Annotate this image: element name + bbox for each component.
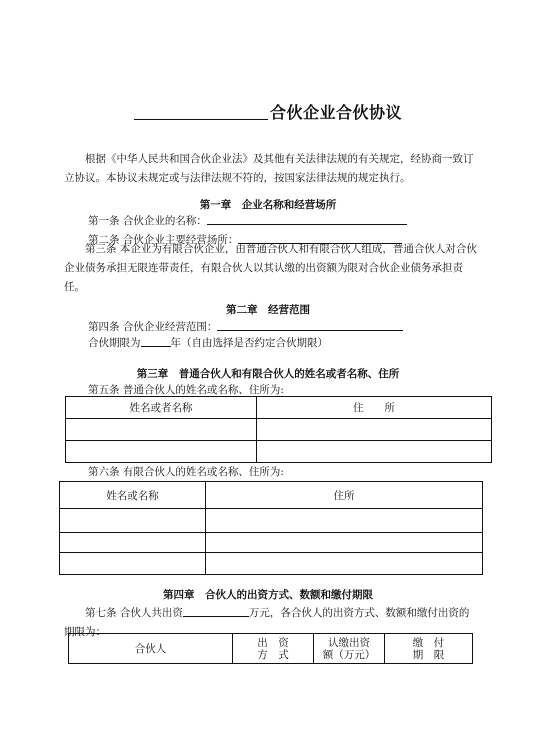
article-1-blank: [207, 213, 407, 225]
article-7-blank: [183, 605, 249, 617]
title-text: 合伙企业合伙协议: [269, 103, 402, 122]
table-cell: [206, 509, 483, 533]
header-method: [233, 634, 314, 664]
contribution-table: [68, 633, 473, 664]
table-cell: [206, 533, 483, 553]
table-cell: [60, 509, 206, 533]
intro-paragraph: 根据《中华人民共和国合伙企业法》及其他有关法律法规的有关规定，经协商一致订立协议。本协议未规定或与法律法规不符的，按国家法律法规的规定执行。: [64, 153, 474, 184]
table-cell: [60, 553, 206, 575]
chapter-2-heading: 第二章 经营范围: [226, 304, 310, 316]
partnership-term: [88, 335, 328, 350]
limited-partners-table: [59, 481, 483, 575]
header-address: 住所: [206, 482, 483, 509]
chapter-4-heading: 第四章 合伙人的出资方式、数额和缴付期限: [163, 589, 373, 601]
article-4: [88, 319, 403, 334]
article-4-label: 第四条 合伙企业经营范围：: [88, 321, 218, 333]
table-cell: [206, 553, 483, 575]
table-row: [66, 419, 492, 441]
term-blank: [141, 335, 171, 347]
term-suffix: 年（自由选择是否约定合伙期限）: [170, 337, 328, 349]
chapter-3-heading: 第三章 普通合伙人和有限合伙人的姓名或者名称、住所: [136, 368, 400, 380]
chapter-1-heading: 第一章 企业名称和经营场所: [199, 199, 337, 211]
table-header-row: [66, 397, 492, 419]
article-1: [88, 213, 407, 228]
header-deadline-line-2: 期 限: [412, 648, 445, 661]
article-7-suffix: 万元，各合伙人的出资方式、数额和缴付出资的期限为：: [64, 607, 470, 638]
article-6: 第六条 有限合伙人的姓名或名称、住所为:: [88, 466, 284, 478]
article-2-label: 第二条 合伙企业主要经营场所：: [88, 234, 239, 246]
header-amount-line-2: 额（万元）: [322, 648, 376, 661]
table-header-row: [69, 634, 473, 664]
document-title: [0, 100, 536, 123]
header-method-line-1: 出 资: [257, 636, 289, 649]
header-deadline: [385, 634, 473, 664]
header-partner: 合伙人: [69, 634, 233, 664]
table-cell: [66, 441, 257, 463]
article-4-blank: [217, 319, 403, 331]
header-amount: [314, 634, 385, 664]
table-cell: [66, 419, 257, 441]
header-method-line-2: 方 式: [257, 648, 289, 661]
table-cell: [257, 441, 492, 463]
table-header-row: [60, 482, 483, 509]
article-5: 第五条 普通合伙人的姓名或名称、住所为:: [88, 384, 284, 396]
header-deadline-line-1: 缴 付: [412, 636, 445, 649]
article-7-prefix: 第七条 合伙人共出资: [85, 607, 183, 619]
general-partners-table: [65, 396, 492, 463]
article-3: 第三条 本企业为有限合伙企业，由普通合伙人和有限合伙人组成，普通合伙人对合伙企业债务承担无限连带责任，有限合伙人以其认缴的出资额为限对合伙企业债务承担责任。: [64, 243, 477, 293]
table-row: [60, 553, 483, 575]
table-row: [60, 509, 483, 533]
title-blank-line: [134, 105, 268, 120]
article-1-label: 第一条 合伙企业的名称：: [88, 215, 207, 227]
header-amount-line-1: 认缴出资: [328, 636, 370, 649]
table-cell: [257, 419, 492, 441]
header-name: 姓名或者名称: [66, 397, 257, 419]
header-name: 姓名或名称: [60, 482, 206, 509]
table-row: [66, 441, 492, 463]
table-cell: [60, 533, 206, 553]
table-row: [60, 533, 483, 553]
header-address: 住 所: [257, 397, 492, 419]
term-prefix: 合伙期限为: [88, 337, 141, 349]
